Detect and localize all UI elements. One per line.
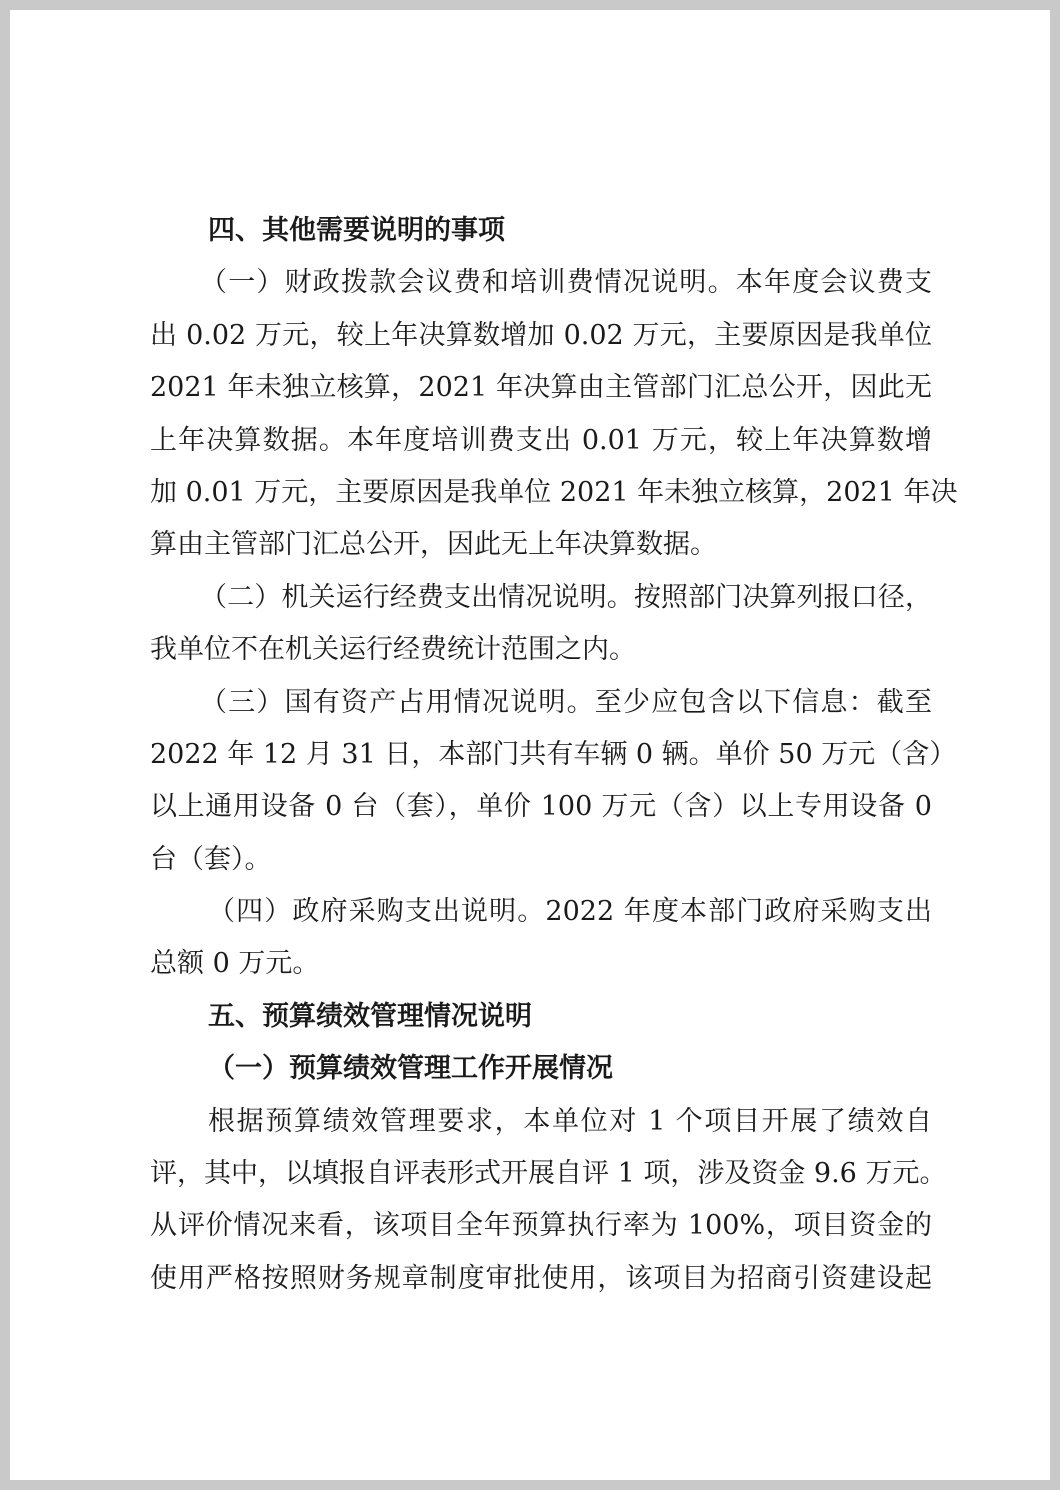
text-line: 使用严格按照财务规章制度审批使用，该项目为招商引资建设起 xyxy=(150,1262,932,1294)
text-line: 我单位不在机关运行经费统计范围之内。 xyxy=(150,634,636,666)
text-line: 根据预算绩效管理要求，本单位对 1 个项目开展了绩效自 xyxy=(208,1105,932,1137)
text-line: 台（套）。 xyxy=(150,843,272,875)
text-line: （三）国有资产占用情况说明。至少应包含以下信息：截至 xyxy=(200,686,932,718)
text-line: （四）政府采购支出说明。2022 年度本部门政府采购支出 xyxy=(208,896,932,928)
document-body xyxy=(150,205,958,1305)
text-line: 算由主管部门汇总公开，因此无上年决算数据。 xyxy=(150,529,717,561)
text-line: 上年决算数据。本年度培训费支出 0.01 万元，较上年决算数增 xyxy=(150,424,932,456)
text-line: 以上通用设备 0 台（套），单价 100 万元（含）以上专用设备 0 xyxy=(150,791,932,823)
document-page xyxy=(10,10,1050,1480)
text-line: （一）财政拨款会议费和培训费情况说明。本年度会议费支 xyxy=(200,267,932,299)
text-line: 出 0.02 万元，较上年决算数增加 0.02 万元，主要原因是我单位 xyxy=(150,319,932,351)
text-line: （二）机关运行经费支出情况说明。按照部门决算列报口径， xyxy=(200,581,932,613)
paragraph-state-assets xyxy=(150,677,957,887)
text-line: 总额 0 万元。 xyxy=(150,948,320,980)
paragraph-meeting-training-fees xyxy=(150,257,958,571)
subsection-heading-work-progress: （一）预算绩效管理工作开展情况 xyxy=(208,1053,613,1085)
section-heading-performance-management: 五、预算绩效管理情况说明 xyxy=(208,1000,532,1032)
paragraph-government-procurement xyxy=(150,886,932,991)
paragraph-self-evaluation xyxy=(150,1096,947,1306)
text-line: 评，其中，以填报自评表形式开展自评 1 项，涉及资金 9.6 万元。 xyxy=(150,1158,947,1190)
section-heading-other-matters: 四、其他需要说明的事项 xyxy=(208,215,505,246)
text-line: 从评价情况来看，该项目全年预算执行率为 100%，项目资金的 xyxy=(150,1210,932,1242)
text-line: 2021 年未独立核算，2021 年决算由主管部门汇总公开，因此无 xyxy=(150,372,932,404)
paragraph-operating-expenses xyxy=(150,572,932,677)
text-line: 加 0.01 万元，主要原因是我单位 2021 年未独立核算，2021 年决 xyxy=(150,476,958,508)
text-line: 2022 年 12 月 31 日，本部门共有车辆 0 辆。单价 50 万元（含） xyxy=(150,738,957,770)
